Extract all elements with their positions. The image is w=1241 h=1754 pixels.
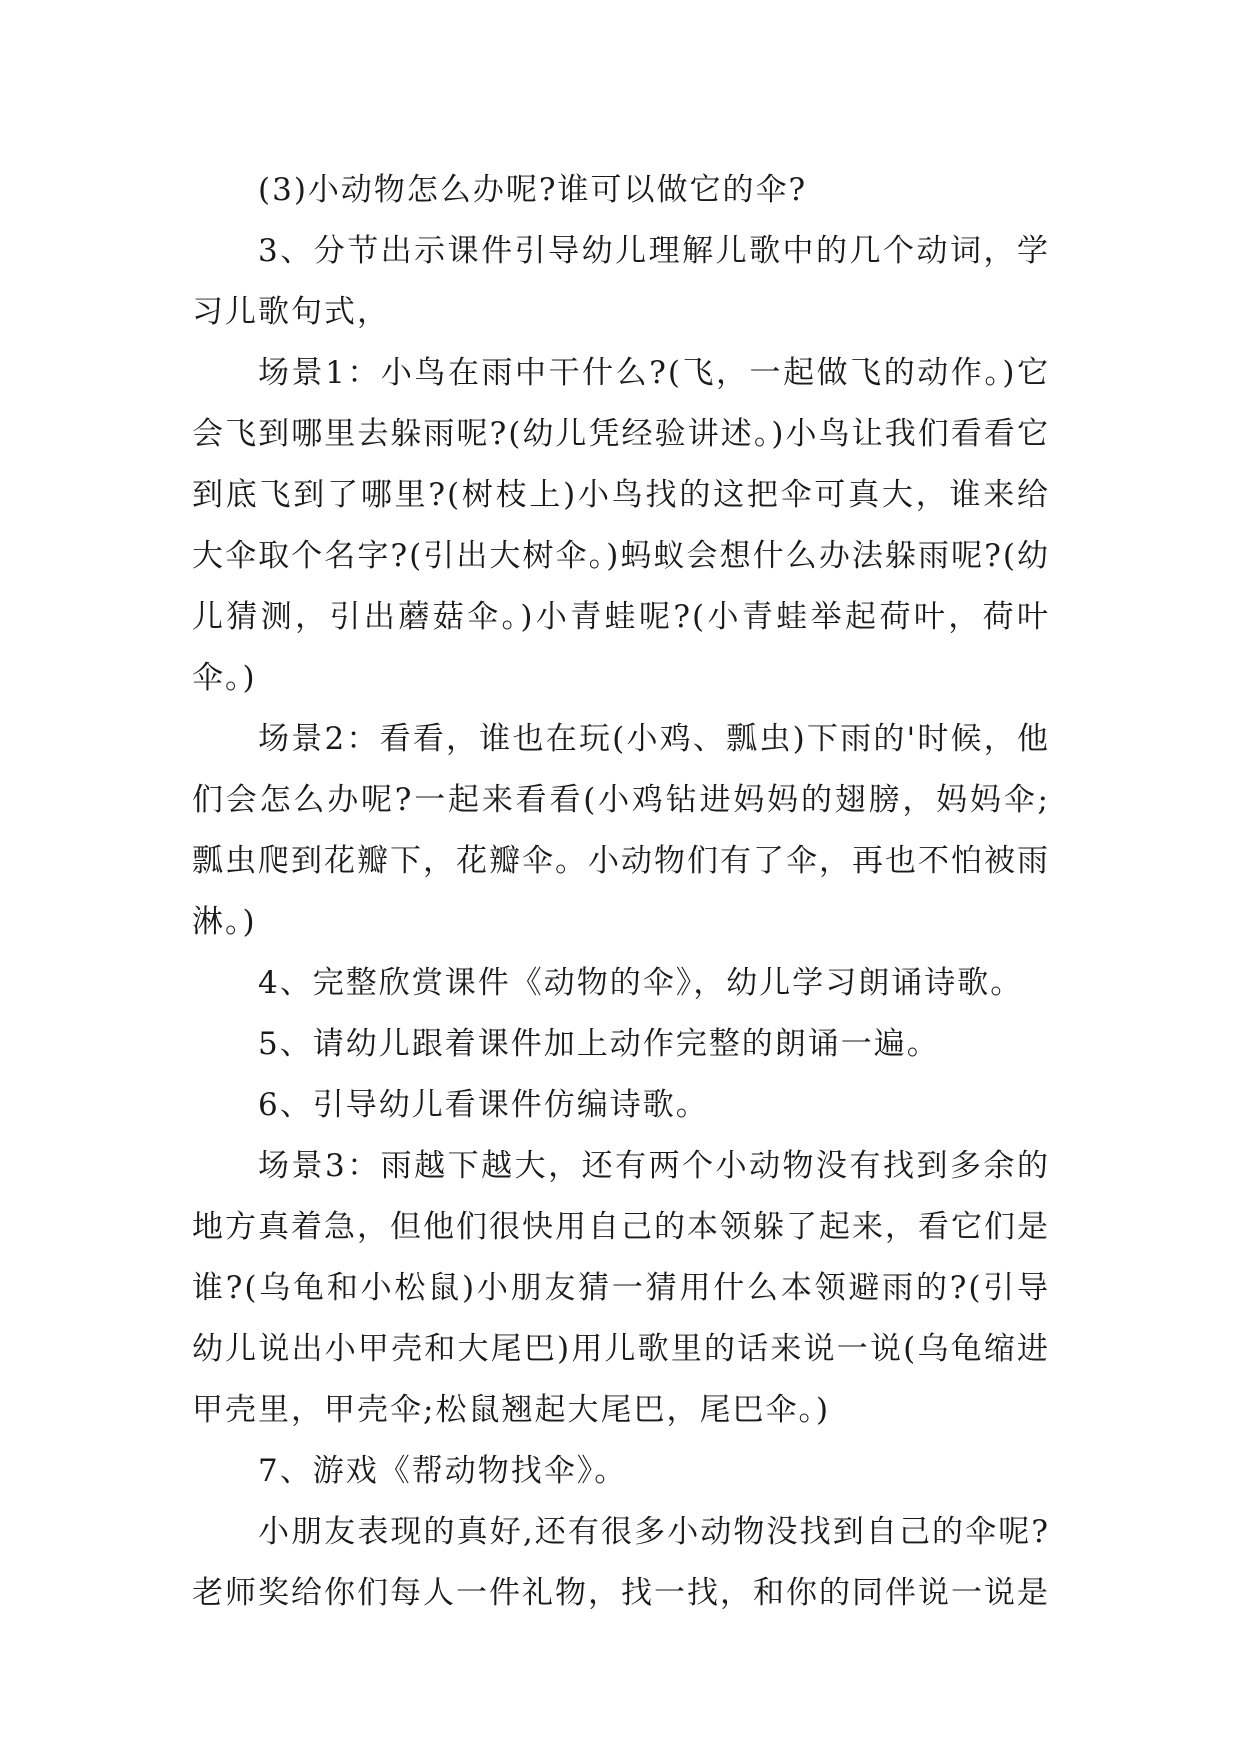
paragraph-step-3: 3、分节出示课件引导幼儿理解儿歌中的几个动词，学习儿歌句式，: [192, 233, 1050, 330]
paragraph-scene-2: 场景2：看看，谁也在玩(小鸡、瓢虫)下雨的'时候，他们会怎么办呢?一起来看看(小鸡钻进妈妈的翅膀，妈妈伞;瓢虫爬到花瓣下，花瓣伞。小动物们有了伞，再也不怕被雨淋。): [192, 721, 1050, 940]
paragraph-game-intro: 小朋友表现的真好,还有很多小动物没找到自己的伞呢?老师奖给你们每人一件礼物，找一找，和你的同伴说一说是: [192, 1514, 1050, 1611]
paragraph-step-5: 5、请幼儿跟着课件加上动作完整的朗诵一遍。: [258, 1026, 940, 1062]
paragraph-step-7: 7、游戏《帮动物找伞》。: [258, 1453, 628, 1489]
paragraph-step-4: 4、完整欣赏课件《动物的伞》，幼儿学习朗诵诗歌。: [258, 965, 1024, 1001]
paragraph-question-3: (3)小动物怎么办呢?谁可以做它的伞?: [258, 172, 808, 208]
paragraph-scene-1: 场景1：小鸟在雨中干什么?(飞，一起做飞的动作。)它会飞到哪里去躲雨呢?(幼儿凭经验讲述。)小鸟让我们看看它到底飞到了哪里?(树枝上)小鸟找的这把伞可真大，谁来给大伞取个名字?(引出大树伞。)蚂蚁会想什么办法躲雨呢?(幼儿猜测，引出蘑菇伞。)小青蛙呢?(小青蛙举起荷叶，荷叶伞。): [192, 355, 1050, 696]
paragraph-scene-3: 场景3：雨越下越大，还有两个小动物没有找到多余的地方真着急，但他们很快用自己的本领躲了起来，看它们是谁?(乌龟和小松鼠)小朋友猜一猜用什么本领避雨的?(引导幼儿说出小甲壳和大尾巴)用儿歌里的话来说一说(乌龟缩进甲壳里，甲壳伞;松鼠翘起大尾巴，尾巴伞。): [192, 1148, 1050, 1428]
paragraph-step-6: 6、引导幼儿看课件仿编诗歌。: [258, 1087, 709, 1123]
document-body: [192, 160, 1050, 1624]
